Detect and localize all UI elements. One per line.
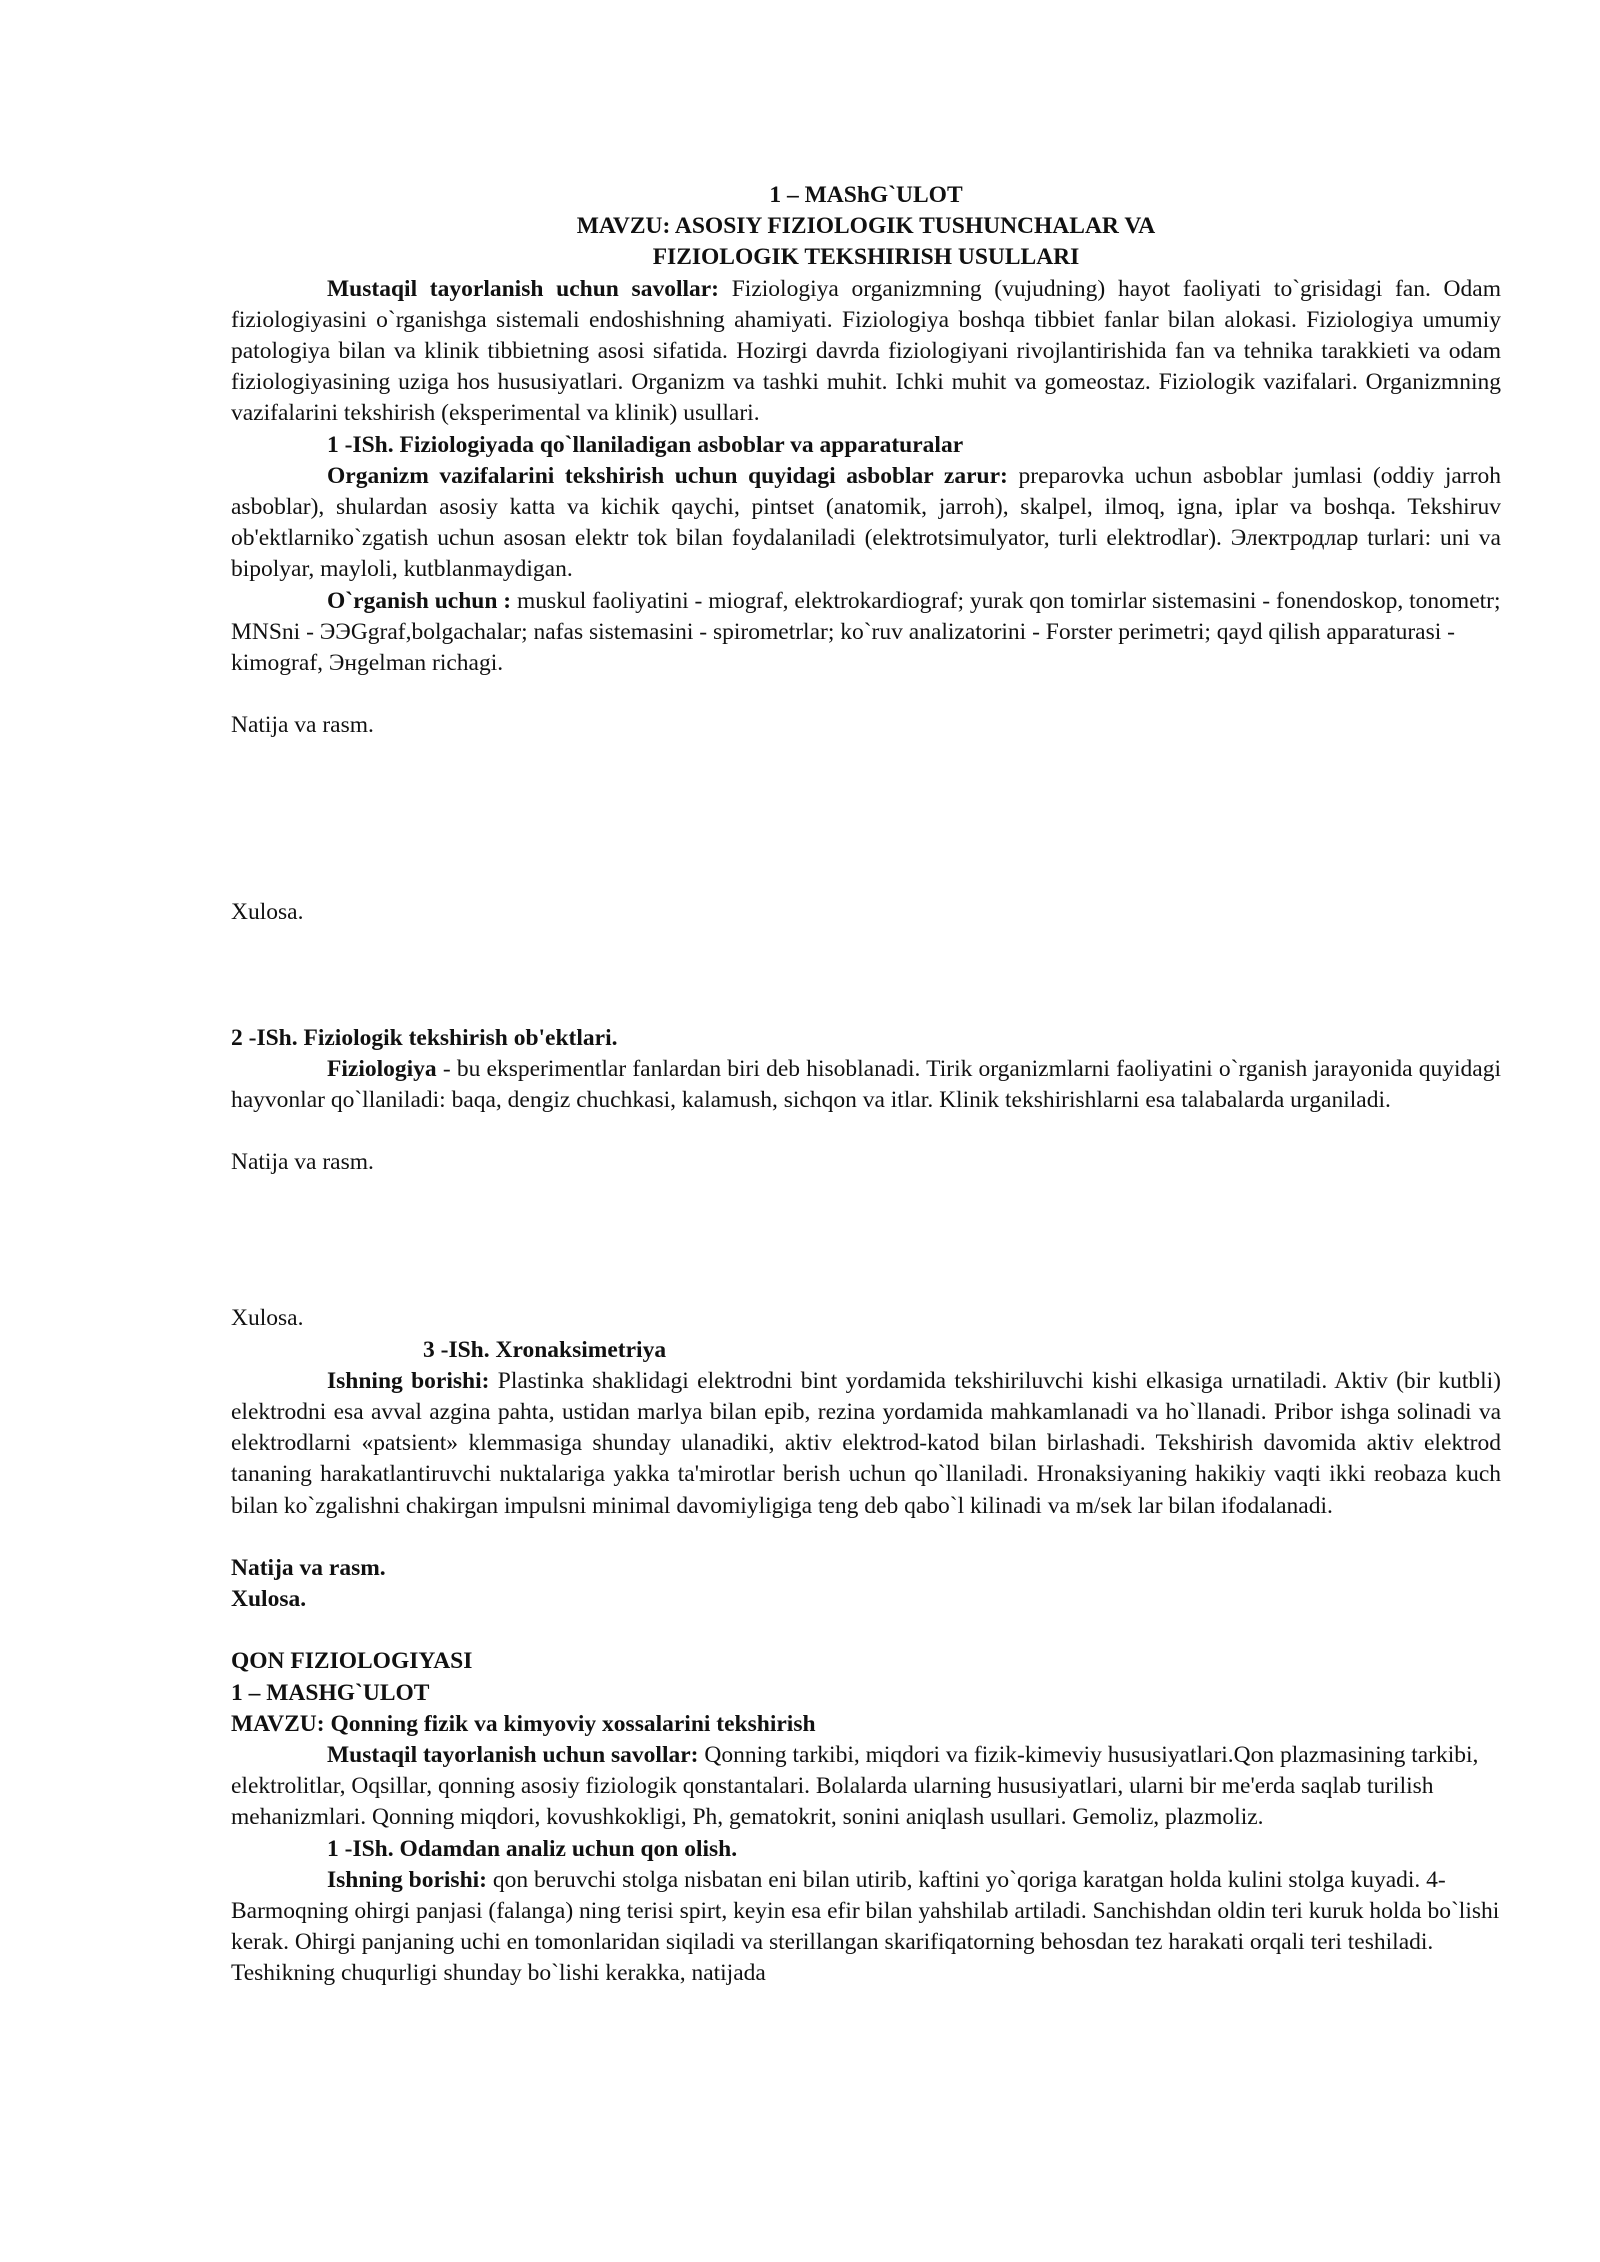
- qon-intro-paragraph: [231, 1740, 1501, 1834]
- qon-section-title: QON FIZIOLOGIYASI: [231, 1648, 473, 1675]
- ish1-paragraph2: [231, 586, 1501, 680]
- intro-label: Mustaqil tayorlanish uchun savollar:: [327, 275, 720, 302]
- ish1-paragraph1: [231, 461, 1501, 586]
- intro-text: Fiziologiya organizmning (vujudning) hayot faoliyati to`grisidagi fan. Odam fiziologiyasini o`rganishga sistemali endoshishning ahamiyati. Fiziologiya boshqa tibbiet fanlar bilan alokasi. Fiziologiya umumiy patologiya bilan va klinik tibbietning asosi sifatida. Hozirgi davrda fiziologiyani rivojlantirishida fan va tehnika tarakkieti va odam fiziologiyasining uziga hos hususiyatlari. Organizm va tashki muhit. Ichki muhit va gomeostaz. Fiziologik vazifalari. Organizmning vazifalarini tekshirish (eksperimental va klinik) usullari.: [231, 275, 1501, 427]
- qon-ish1-text: qon beruvchi stolga nisbatan eni bilan utirib, kaftini yo`qoriga karatgan holda kulini stolga kuyadi. 4-Barmoqning ohirgi panjasi (falanga) ning terisi spirt, keyin esa efir bilan yahshilab artiladi. Sanchishdan oldin teri kuruk holda bo`lishi kerak. Ohirgi panjaning uchi en tomonlaridan siqiladi va sterillangan skarifiqatorning behosdan tez harakati orqali teri teshiladi. Teshikning chuqurligi shunday bo`lishi kerakka, natijada: [231, 1866, 1500, 1987]
- topic-heading-line2: FIZIOLOGIK TEKSHIRISH USULLARI: [652, 244, 1080, 271]
- ish2-label: Fiziologiya: [327, 1055, 437, 1082]
- ish1-p2-label: O`rganish uchun :: [327, 587, 512, 614]
- ish2-xulosa: Xulosa.: [231, 1305, 304, 1332]
- ish1-p1-text: preparovka uchun asboblar jumlasi (oddiy jarroh asboblar), shulardan asosiy katta va kichik qaychi, pintset (anatomik, jarroh), skalpel, ilmoq, igna, iplar va boshqa. Tekshiruv ob'ektlarniko`zgatish uchun asosan elektr tok bilan foydalaniladi (elektrotsimulyator, turli elektrodlar). Электродлар turlari: uni va bipolyar, mayloli, kutblanmaydigan.: [231, 462, 1501, 583]
- ish3-text: Plastinka shaklidagi elektrodni bint yordamida tekshiriluvchi kishi elkasiga urnatiladi. Aktiv (bir kutbli) elektrodni esa avval azgina pahta, ustidan marlya bilan epib, rezina yordamida mahkamlanadi va ho`llanadi. Pribor ishga solinadi va elektrodlarni «patsient» klemmasiga shunday ulanadiki, aktiv elektrod-katod bilan birlashadi. Tekshirish davomida aktiv elektrod tananing harakatlantiruvchi nuktalariga yakka ta'mirotlar berish uchun qo`llaniladi. Hronaksiyaning hakikiy vaqti ikki reobaza kuch bilan ko`zgalishni chakirgan impulsni minimal davomiyligiga teng deb qabo`l kilinadi va m/sek lar bilan ifodalanadi.: [231, 1367, 1501, 1519]
- ish1-natija: Natija va rasm.: [231, 712, 374, 739]
- ish3-xulosa: Xulosa.: [231, 1586, 307, 1613]
- qon-ish1-paragraph: [231, 1865, 1501, 1990]
- ish2-paragraph: [231, 1054, 1501, 1116]
- qon-intro-label: Mustaqil tayorlanish uchun savollar:: [327, 1741, 699, 1768]
- ish2-text: - bu eksperimentlar fanlardan biri deb hisoblanadi. Tirik organizmlarni faoliyatini o`rganish jarayonida quyidagi hayvonlar qo`llaniladi: baqa, dengiz chuchkasi, kalamush, sichqon va itlar. Klinik tekshirishlarni esa talabalarda urganiladi.: [231, 1055, 1501, 1114]
- qon-ish1-label: Ishning borishi:: [327, 1866, 488, 1893]
- lesson-heading: 1 – MAShG`ULOT: [769, 182, 963, 208]
- ish3-title: 3 -ISh. Xronaksimetriya: [423, 1336, 667, 1363]
- qon-lesson-title: 1 – MASHG`ULOT: [231, 1679, 430, 1706]
- ish3-label: Ishning borishi:: [327, 1367, 490, 1394]
- ish1-xulosa: Xulosa.: [231, 899, 304, 926]
- qon-intro-text: Qonning tarkibi, miqdori va fizik-kimeviy hususiyatlari.Qon plazmasining tarkibi, elektrolitlar, Oqsillar, qonning asosiy fiziologik qonstantalari. Bolalarda ularning hususiyatlari, ularni bir me'erda saqlab turilish mehanizmlari. Qonning miqdori, kovushkokligi, Ph, gematokrit, sonini aniqlash usullari. Gemoliz, plazmoliz.: [231, 1741, 1479, 1831]
- intro-paragraph: [231, 274, 1501, 430]
- qon-ish1-title: 1 -ISh. Odamdan analiz uchun qon olish.: [327, 1835, 738, 1862]
- ish2-title: 2 -ISh. Fiziologik tekshirish ob'ektlari.: [231, 1024, 618, 1051]
- ish1-title: 1 -ISh. Fiziologiyada qo`llaniladigan asboblar va apparaturalar: [327, 431, 964, 458]
- topic-heading-line1: MAVZU: ASOSIY FIZIOLOGIK TUSHUNCHALAR VA: [576, 213, 1156, 240]
- ish1-p1-label: Organizm vazifalarini tekshirish uchun quyidagi asboblar zarur:: [327, 462, 1008, 489]
- qon-topic-title: MAVZU: Qonning fizik va kimyoviy xossalarini tekshirish: [231, 1710, 816, 1737]
- ish2-natija: Natija va rasm.: [231, 1149, 374, 1176]
- ish3-paragraph: [231, 1366, 1501, 1522]
- ish3-natija: Natija va rasm.: [231, 1554, 386, 1581]
- document-page: [231, 180, 1501, 1990]
- ish1-p2-text: muskul faoliyatini - miograf, elektrokardiograf; yurak qon tomirlar sistemasini - fonendoskop, tonometr; MNSni - ЭЭGgraf,bolgachalar; nafas sistemasini - spirometrlar; ko`ruv analizatorini - Forster perimetri; qayd qilish apparaturasi - kimograf, Энgelman richagi.: [231, 587, 1501, 677]
